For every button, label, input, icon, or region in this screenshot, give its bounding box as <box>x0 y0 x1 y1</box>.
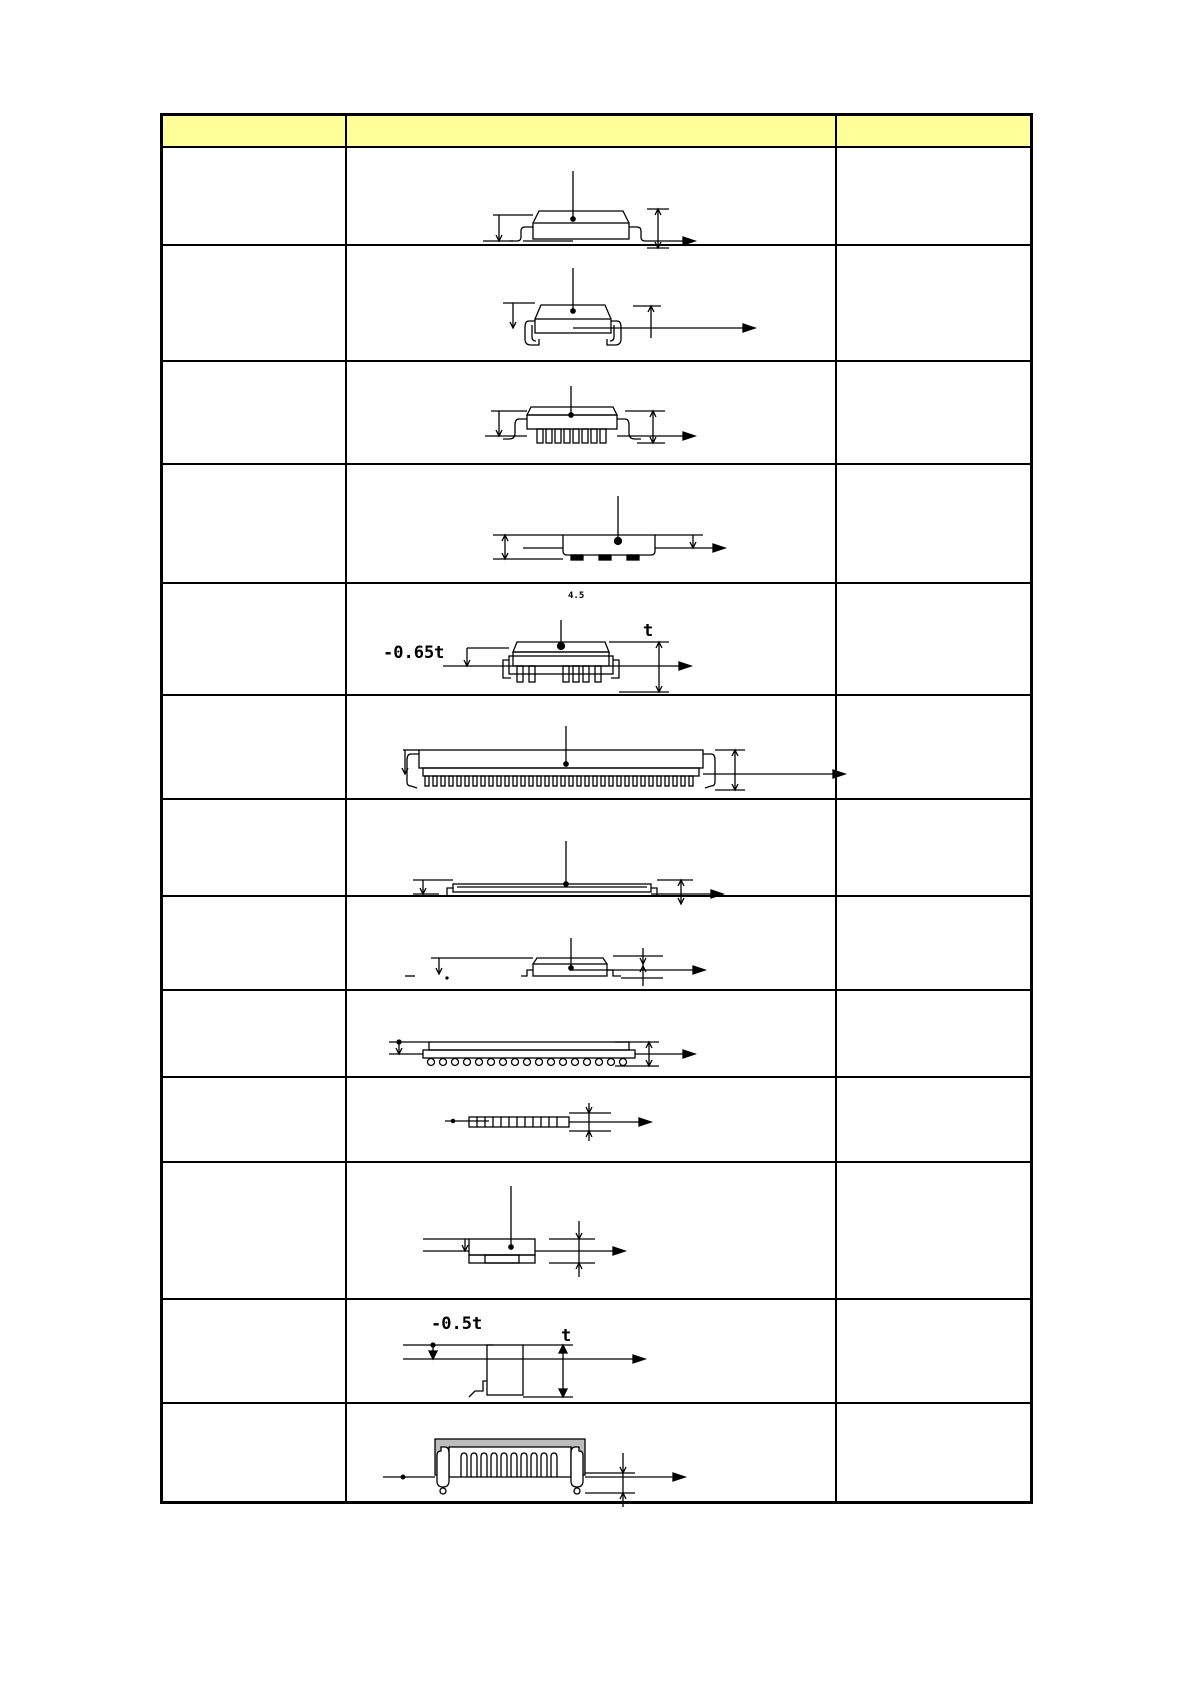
column-divider <box>345 116 347 1501</box>
package-drawing-row11 <box>423 1181 803 1301</box>
package-drawing-row5 <box>383 586 813 696</box>
package-drawing-row6 <box>383 716 843 796</box>
package-table <box>160 113 1033 1504</box>
header-divider <box>163 146 1030 148</box>
package-drawing-row8 <box>403 928 823 998</box>
offset-label: -0.5t <box>431 1314 483 1334</box>
row-divider <box>163 244 1030 246</box>
package-drawing-row7 <box>403 836 823 906</box>
row-divider <box>163 1076 1030 1078</box>
package-drawing-row12 <box>403 1301 823 1406</box>
svg-text:4.5: 4.5 <box>568 591 585 601</box>
package-drawing-row2 <box>423 263 823 353</box>
table-header <box>163 116 1030 147</box>
offset-label: -0.65t <box>383 643 445 663</box>
package-drawing-row3 <box>403 381 803 461</box>
package-drawing-row1 <box>403 161 803 241</box>
package-drawing-row13 <box>383 1421 853 1511</box>
row-divider <box>163 798 1030 800</box>
row-divider <box>163 463 1030 465</box>
package-drawing-row10 <box>443 1101 803 1171</box>
thickness-label: t <box>561 1326 572 1346</box>
package-drawing-row9 <box>383 1006 863 1076</box>
column-divider <box>835 116 837 1501</box>
row-divider <box>163 360 1030 362</box>
row-divider <box>163 582 1030 584</box>
package-drawing-row4 <box>423 491 823 581</box>
thickness-label: t <box>643 621 654 641</box>
